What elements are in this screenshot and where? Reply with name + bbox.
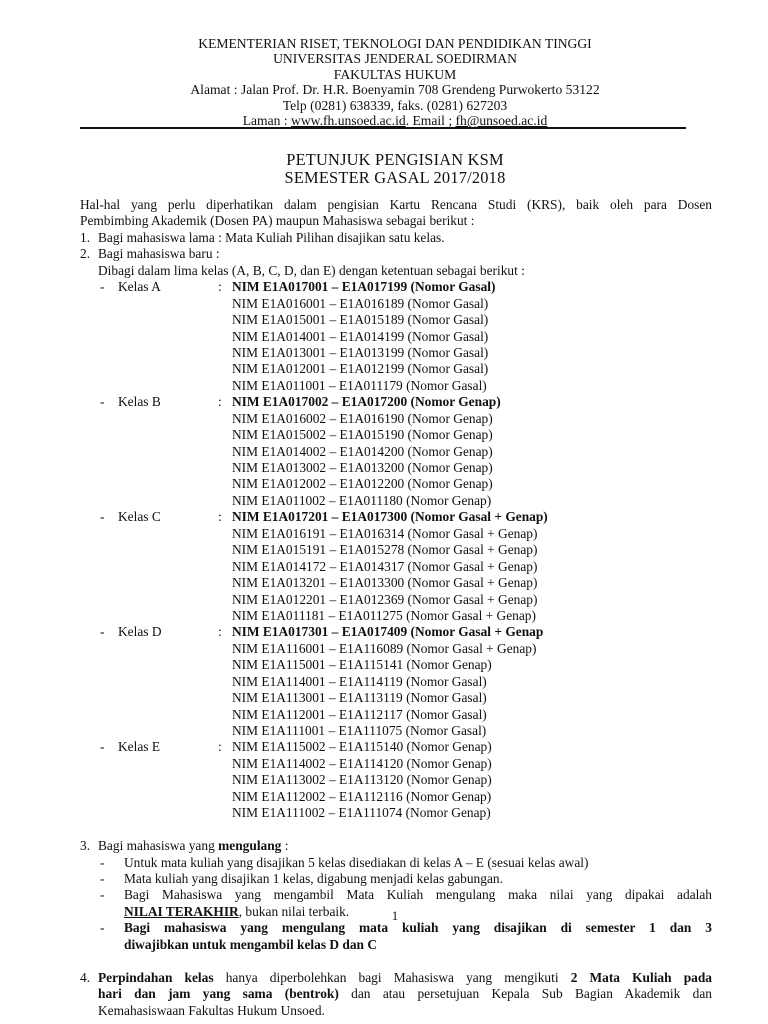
emphasis-text: hari dan jam yang sama (bentrok) [98,986,339,1002]
phone-fax: Telp (0281) 638339, faks. (0281) 627203 [282,97,508,113]
class-d-row-1 [80,624,712,640]
class-a-row [80,296,712,312]
item-2-subtext [80,263,712,279]
nim-range: NIM E1A014172 – E1A014317 (Nomor Gasal + Genap) [232,558,538,574]
nim-range: NIM E1A014001 – E1A014199 (Nomor Gasal) [232,328,489,344]
class-e-row-1 [80,739,712,755]
bullet-dash: - [100,854,105,870]
bullet-dash: - [100,509,105,525]
item-1-number: 1. [80,229,91,245]
web-prefix: Laman : [242,113,292,129]
class-c-row-1 [80,509,712,525]
nim-range: NIM E1A015191 – E1A015278 (Nomor Gasal + Genap) [232,542,538,558]
class-name: Kelas D [118,624,162,640]
class-d-row [80,641,712,657]
letterhead [80,36,710,128]
class-d-row [80,723,712,739]
nim-range: NIM E1A017002 – E1A017200 (Nomor Genap) [232,394,501,410]
bullet-text: Mata kuliah yang disajikan 1 kelas, digabung menjadi kelas gabungan. [124,870,503,886]
bullet-text-cont: diwajibkan untuk mengambil kelas D dan C [124,936,378,952]
class-d-row [80,690,712,706]
bullet-text: Untuk mata kuliah yang disajikan 5 kelas disediakan di kelas A – E (sesuai kelas awal) [124,854,589,870]
nim-range: NIM E1A011002 – E1A011180 (Nomor Genap) [232,492,492,508]
item-4 [80,970,712,1019]
nim-range: NIM E1A112002 – E1A112116 (Nomor Genap) [232,788,492,804]
item-3-number: 3. [80,838,91,854]
nim-range: NIM E1A011001 – E1A011179 (Nomor Gasal) [232,377,487,393]
item-4-line-3: Kemahasiswaan Fakultas Hukum Unsoed. [98,1002,325,1018]
class-a-row [80,361,712,377]
bullet-dash: - [100,624,105,640]
bullet-dash: - [100,394,105,410]
class-name: Kelas C [118,509,161,525]
bullet-dash: - [100,739,105,755]
item-3-text-post: : [281,838,289,854]
item-3-text-pre: Bagi mahasiswa yang [98,838,219,854]
emphasis-text: Perpindahan kelas [98,969,214,985]
item-2 [80,246,712,262]
class-c-row [80,575,712,591]
bullet-text: Bagi mahasiswa yang mengulang mata kuliah yang disajikan di semester 1 dan 3 [124,920,712,936]
class-c-row [80,526,712,542]
document-title [80,151,710,187]
class-c-row [80,608,712,624]
bullet-text: Bagi Mahasiswa yang mengambil Mata Kuliah mengulang maka nilai yang dipakai adalah [124,887,712,903]
nim-range: NIM E1A112001 – E1A112117 (Nomor Gasal) [232,706,487,722]
document-body [80,197,712,1019]
item-3 [80,838,712,854]
nim-range: NIM E1A015002 – E1A015190 (Nomor Genap) [232,427,493,443]
colon: : [218,739,222,755]
class-e-row [80,789,712,805]
item-2-text: Bagi mahasiswa baru : [98,246,220,262]
class-e-row [80,772,712,788]
item-4-text: dan atau persetujuan Kepala Sub Bagian Akademik dan [338,986,712,1002]
class-b-row [80,476,712,492]
nim-range: NIM E1A115001 – E1A115141 (Nomor Genap) [232,657,492,673]
item-1-text: Bagi mahasiswa lama : Mata Kuliah Pilihan disajikan satu kelas. [98,229,445,245]
colon: : [218,279,222,295]
item-1 [80,230,712,246]
bullet-dash: - [100,887,105,903]
nim-range: NIM E1A111002 – E1A111074 (Nomor Genap) [232,805,491,821]
class-b-row [80,493,712,509]
ministry-name: KEMENTERIAN RISET, TEKNOLOGI DAN PENDIDIKAN TINGGI [198,36,592,51]
item-4-number: 4. [80,969,91,985]
colon: : [218,394,222,410]
website-link[interactable]: www.fh.unsoed.ac.id [291,113,406,129]
emphasis-text: NILAI TERAKHIR [124,903,239,919]
nim-range: NIM E1A011181 – E1A011275 (Nomor Gasal + Genap) [232,607,536,623]
bullet-text-post: , bukan nilai terbaik. [238,903,350,919]
nim-range: NIM E1A016191 – E1A016314 (Nomor Gasal + Genap) [232,525,538,541]
nim-range: NIM E1A013001 – E1A013199 (Nomor Gasal) [232,344,489,360]
intro-line-1: Hal-hal yang perlu diperhatikan dalam pengisian Kartu Rencana Studi (KRS), baik oleh para Dosen [80,197,712,212]
class-b-row [80,460,712,476]
spacer [80,953,712,969]
nim-range: NIM E1A014002 – E1A014200 (Nomor Genap) [232,443,493,459]
nim-range: NIM E1A013002 – E1A013200 (Nomor Genap) [232,460,493,476]
intro-line-2: Pembimbing Akademik (Dosen PA) maupun Mahasiswa sebagai berikut : [80,213,475,229]
class-b-row [80,411,712,427]
item-4-text: hanya diperbolehkan bagi Mahasiswa yang mengikuti [213,969,571,985]
class-b-row-1 [80,394,712,410]
nim-range: NIM E1A017201 – E1A017300 (Nomor Gasal + Genap) [232,509,548,525]
class-a-row [80,345,712,361]
class-c-row [80,542,712,558]
nim-range: NIM E1A113002 – E1A113120 (Nomor Genap) [232,772,492,788]
bullet-dash: - [100,920,105,936]
address: Alamat : Jalan Prof. Dr. H.R. Boenyamin 708 Grendeng Purwokerto 53122 [190,82,600,98]
nim-range: NIM E1A016001 – E1A016189 (Nomor Gasal) [232,295,489,311]
nim-range: NIM E1A116001 – E1A116089 (Nomor Gasal + Genap) [232,640,537,656]
class-a-row [80,378,712,394]
page-number: 1 [391,909,399,923]
item-2-description: Dibagi dalam lima kelas (A, B, C, D, dan E) dengan ketentuan sebagai berikut : [98,262,525,278]
colon: : [218,509,222,525]
item-4-line-2 [98,986,712,1002]
nim-range: NIM E1A111001 – E1A111075 (Nomor Gasal) [232,723,487,739]
nim-range: NIM E1A012001 – E1A012199 (Nomor Gasal) [232,361,489,377]
bullet-dash: - [100,870,105,886]
class-d-row [80,657,712,673]
nim-range: NIM E1A015001 – E1A015189 (Nomor Gasal) [232,312,489,328]
email-link[interactable]: fh@unsoed.ac.id [455,113,548,129]
nim-range: NIM E1A012201 – E1A012369 (Nomor Gasal + Genap) [232,591,538,607]
email-prefix: . Email ; [405,113,456,129]
emphasis-text: 2 Mata Kuliah pada [570,969,712,985]
faculty-name: FAKULTAS HUKUM [333,66,457,82]
class-a-row-1 [80,279,712,295]
class-b-row [80,444,712,460]
nim-range: NIM E1A017001 – E1A017199 (Nomor Gasal) [232,279,496,295]
item-3-bullet-2 [80,871,712,887]
nim-range: NIM E1A016002 – E1A016190 (Nomor Genap) [232,410,493,426]
nim-range: NIM E1A012002 – E1A012200 (Nomor Genap) [232,476,493,492]
nim-range: NIM E1A115002 – E1A115140 (Nomor Genap) [232,739,492,755]
spacer [80,822,712,838]
class-c-row [80,559,712,575]
class-b-row [80,427,712,443]
class-e-row [80,756,712,772]
class-name: Kelas E [118,739,161,755]
nim-range: NIM E1A114002 – E1A114120 (Nomor Genap) [232,755,492,771]
nim-range: NIM E1A013201 – E1A013300 (Nomor Gasal + Genap) [232,575,538,591]
university-name: UNIVERSITAS JENDERAL SOEDIRMAN [273,51,517,67]
nim-range: NIM E1A113001 – E1A113119 (Nomor Gasal) [232,690,487,706]
bullet-dash: - [100,279,105,295]
title-line-1: PETUNJUK PENGISIAN KSM [286,150,504,169]
item-3-text [98,838,288,854]
item-4-line-1 [98,970,712,986]
item-3-text-bold: mengulang [218,838,282,854]
class-c-row [80,592,712,608]
colon: : [218,624,222,640]
item-3-bullet-1 [80,855,712,871]
class-a-row [80,312,712,328]
item-2-number: 2. [80,246,91,262]
class-d-row [80,674,712,690]
letterhead-divider [80,127,686,129]
class-d-row [80,707,712,723]
nim-range: NIM E1A114001 – E1A114119 (Nomor Gasal) [232,673,487,689]
title-line-2: SEMESTER GASAL 2017/2018 [284,168,506,187]
class-name: Kelas B [118,394,161,410]
class-e-row [80,805,712,821]
class-name: Kelas A [118,279,161,295]
nim-range: NIM E1A017301 – E1A017409 (Nomor Gasal + Genap [232,624,544,640]
item-3-bullet-4 [80,920,712,953]
class-a-row [80,329,712,345]
